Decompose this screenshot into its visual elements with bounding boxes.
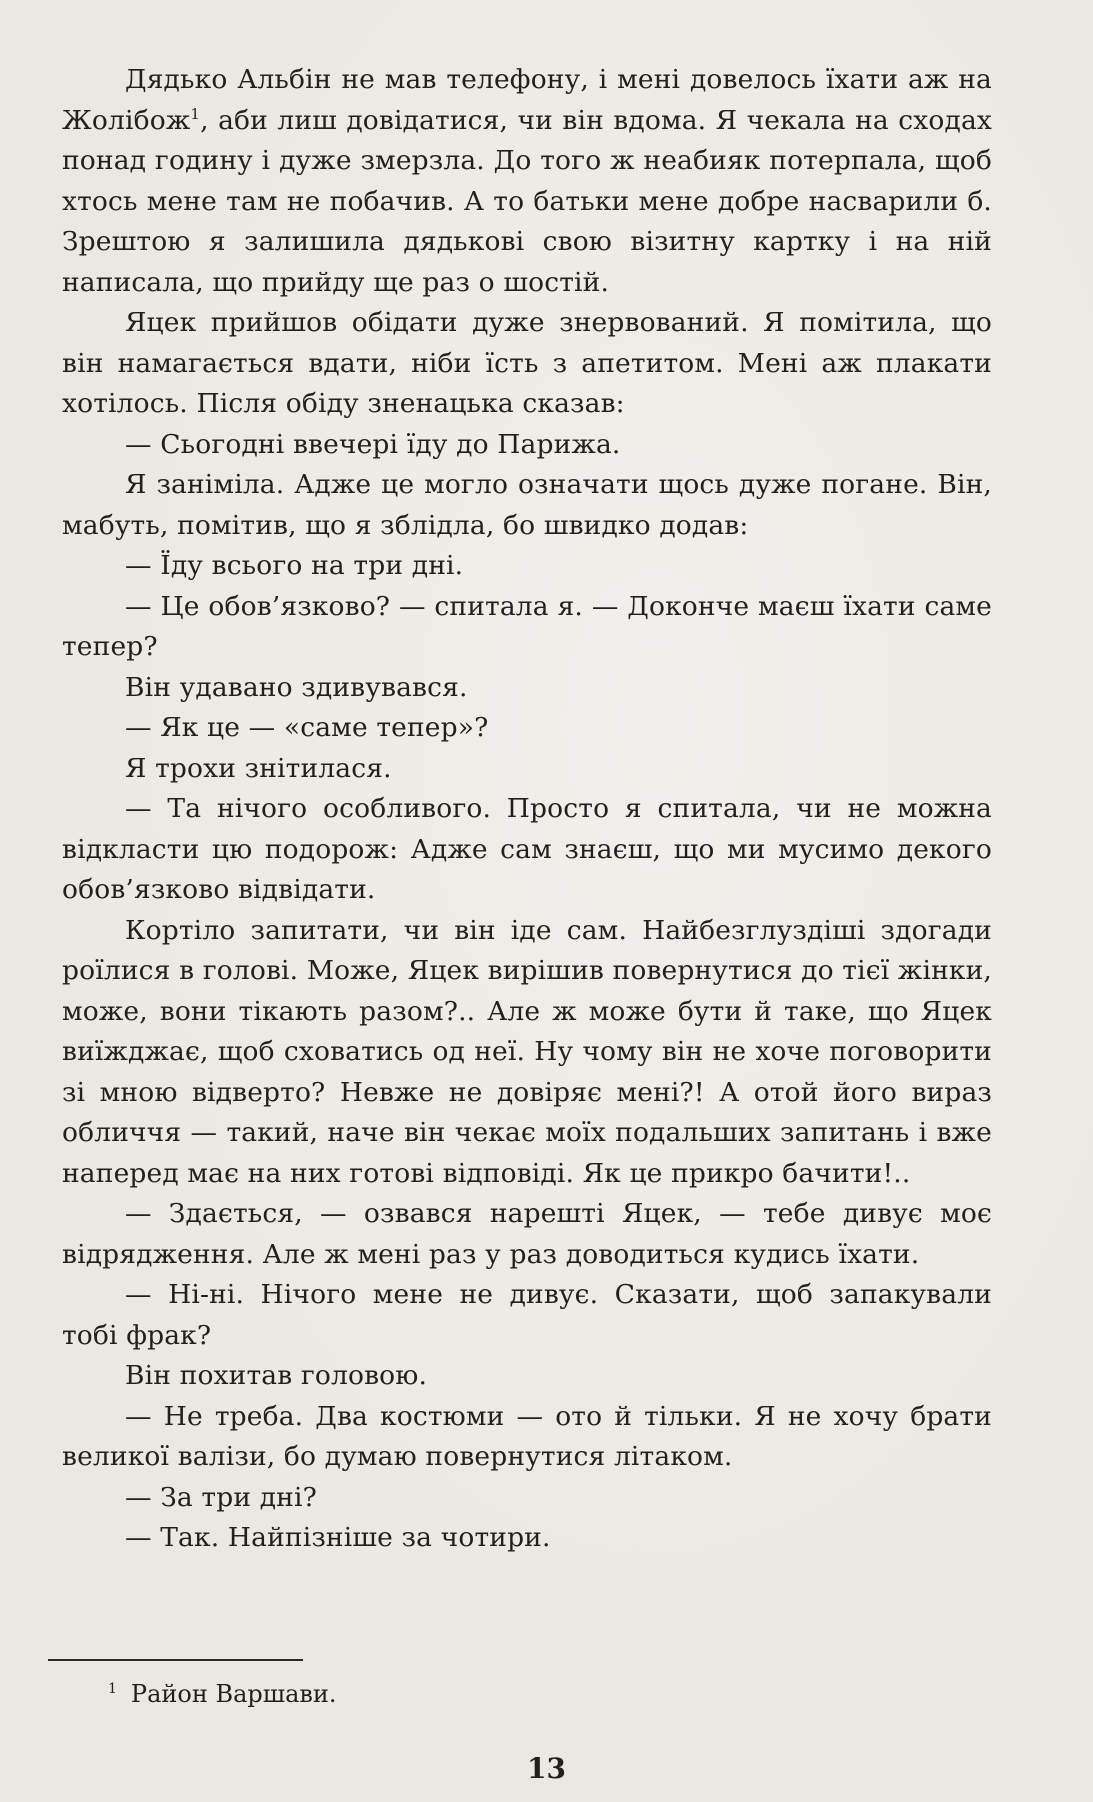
paragraph-7: Він удавано здивувався. — [125, 671, 468, 703]
paragraph-16: — За три дні? — [125, 1481, 317, 1513]
paragraph-2: Яцек прийшов обідати дуже знервований. Я помітила, що він намагається вдати, ніби їсть з апетитом. Мені аж плакати хотілось. Після обіду зненацька сказав: — [62, 307, 992, 419]
footnote-divider — [48, 1659, 303, 1661]
paragraph-8: — Як це — «саме тепер»? — [125, 712, 489, 743]
page-number: 13 — [527, 1752, 566, 1785]
paragraph-11: Кортіло запитати, чи він іде сам. Найбезглуздіші здогади роїлися в голові. Може, Яцек вирішив повернутися до тієї жінки, може, вони тікають разом?.. Але ж може бути й таке, що Яцек виїжджає, щоб сховатись од неї. Ну чому він не хоче поговорити зі мною відверто? Невже не довіряє мені?! А отой його вираз обличчя — такий, наче він чекає моїх подальших запитань і вже наперед має на них готові відповіді. Як це прикро бачити!.. — [62, 914, 992, 1189]
paragraph-1 — [62, 60, 992, 303]
paragraph-15: — Не треба. Два костюми — ото й тільки. Я не хочу брати великої валізи, бо думаю повернутися літаком. — [62, 1400, 992, 1472]
paragraph-6: — Це обов’язково? — спитала я. — Доконче маєш їхати саме тепер? — [62, 590, 992, 662]
footnote-marker: 1 — [108, 1681, 117, 1697]
paragraph-12: — Здається, — озвався нарешті Яцек, — тебе дивує моє відрядження. Але ж мені раз у раз доводиться кудись їхати. — [62, 1198, 992, 1270]
paragraph-13: — Ні-ні. Нічого мене не дивує. Сказати, щоб запакували тобі фрак? — [62, 1279, 992, 1351]
paragraph-4: Я заніміла. Адже це могло означати щось дуже погане. Він, мабуть, помітив, що я зблідла, бо швидко додав: — [62, 469, 992, 541]
paragraph-9: Я трохи знітилася. — [125, 752, 392, 784]
paragraph-1-rest: , аби лиш довідатися, чи він вдома. Я чекала на сходах понад годину і дуже змерзла. До того ж неабияк потерпала, щоб хтось мене там не побачив. А то батьки мене добре насварили б. Зрештою я залишила дядькові свою візитну картку і на ній написала, що прийду ще раз о шостій. — [62, 104, 992, 298]
footnote — [108, 1672, 337, 1711]
paragraph-5: — Їду всього на три дні. — [125, 550, 464, 581]
paragraph-14: Він похитав головою. — [125, 1360, 428, 1391]
paragraph-3: — Сьогодні ввечері їду до Парижа. — [125, 428, 621, 460]
paragraph-10: — Та нічого особливого. Просто я спитала, чи не можна відкласти цю подорож: Адже сам знаєш, що ми мусимо декого обов’язково відвідати. — [62, 793, 992, 905]
paragraph-1-start: Дядько Альбін не мав телефону, і мені довелось їхати аж на Жолібож — [62, 64, 992, 136]
footnote-reference-marker: 1 — [190, 104, 201, 123]
paragraph-17: — Так. Найпізніше за чотири. — [125, 1522, 551, 1553]
body-text — [62, 60, 992, 1559]
footnote-text: Район Варшави. — [130, 1680, 337, 1708]
